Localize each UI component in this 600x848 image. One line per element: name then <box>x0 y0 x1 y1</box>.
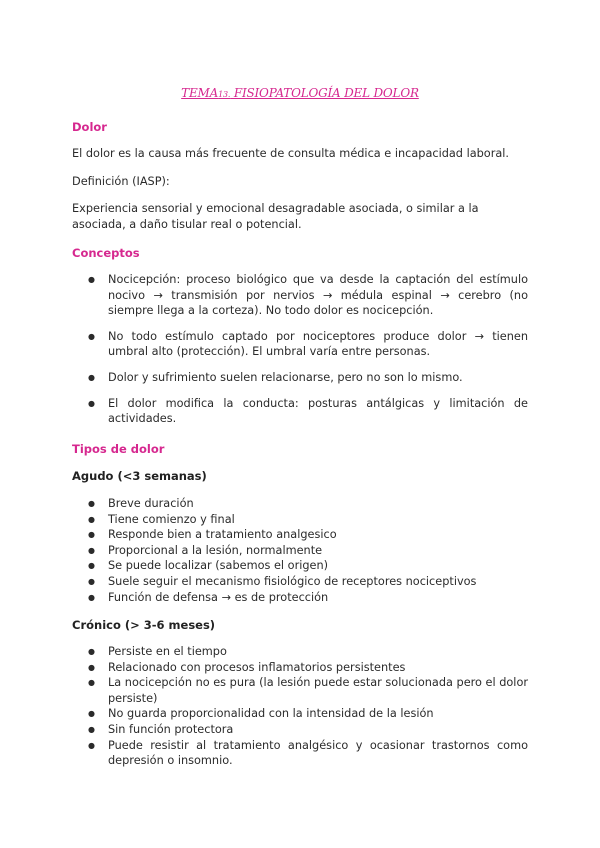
list-item: ● Suele seguir el mecanismo fisiológico de receptores nociceptivos <box>72 574 528 590</box>
agudo-list <box>72 496 528 605</box>
list-item: ● Tiene comienzo y final <box>72 512 528 528</box>
subheading-cronico: Crónico (> 3-6 meses) <box>72 618 216 632</box>
list-item: ● Relacionado con procesos inflamatorios persistentes <box>72 660 528 676</box>
list-item: ● Función de defensa → es de protección <box>72 590 528 606</box>
list-item: ● Breve duración <box>72 496 528 512</box>
section-heading-dolor: Dolor <box>72 120 107 134</box>
list-item: ● No guarda proporcionalidad con la intensidad de la lesión <box>72 706 528 722</box>
list-item: ● El dolor modifica la conducta: posturas antálgicas y limitación de actividades. <box>72 396 528 427</box>
list-item: ● Puede resistir al tratamiento analgésico y ocasionar trastornos como depresión o insomnio. <box>72 738 528 769</box>
list-item: ● Nocicepción: proceso biológico que va desde la captación del estímulo nocivo → transmisión por nervios → médula espinal → cerebro (no siempre llega a la corteza). No todo dolor es nocicepción. <box>72 272 528 319</box>
list-item: ● Dolor y sufrimiento suelen relacionarse, pero no son lo mismo. <box>72 370 528 386</box>
list-item: ● La nocicepción no es pura (la lesión puede estar solucionada pero el dolor persiste) <box>72 675 528 706</box>
section-heading-conceptos: Conceptos <box>72 246 140 260</box>
title-tema: TEMA <box>181 86 219 100</box>
title-number: 13. <box>218 90 231 99</box>
list-item: ● Responde bien a tratamiento analgesico <box>72 527 528 543</box>
list-item: ● No todo estímulo captado por nociceptores produce dolor → tienen umbral alto (protección). El umbral varía entre personas. <box>72 329 528 360</box>
title-text: FISIOPATOLOGÍA DEL DOLOR <box>230 86 419 100</box>
conceptos-list <box>72 272 528 437</box>
list-item: ● Proporcional a la lesión, normalmente <box>72 543 528 559</box>
list-item: ● Sin función protectora <box>72 722 528 738</box>
subheading-agudo: Agudo (<3 semanas) <box>72 469 207 483</box>
dolor-paragraph-1: El dolor es la causa más frecuente de consulta médica e incapacidad laboral. <box>72 147 510 160</box>
list-item: ● Persiste en el tiempo <box>72 644 528 660</box>
page-title <box>0 86 600 100</box>
dolor-paragraph-3: Experiencia sensorial y emocional desagradable asociada, o similar a la asociada, a daño tisular real o potencial. <box>72 202 479 231</box>
cronico-list <box>72 644 528 769</box>
section-heading-tipos: Tipos de dolor <box>72 442 165 456</box>
list-item: ● Se puede localizar (sabemos el origen) <box>72 558 528 574</box>
dolor-paragraph-2: Definición (IASP): <box>72 175 170 188</box>
